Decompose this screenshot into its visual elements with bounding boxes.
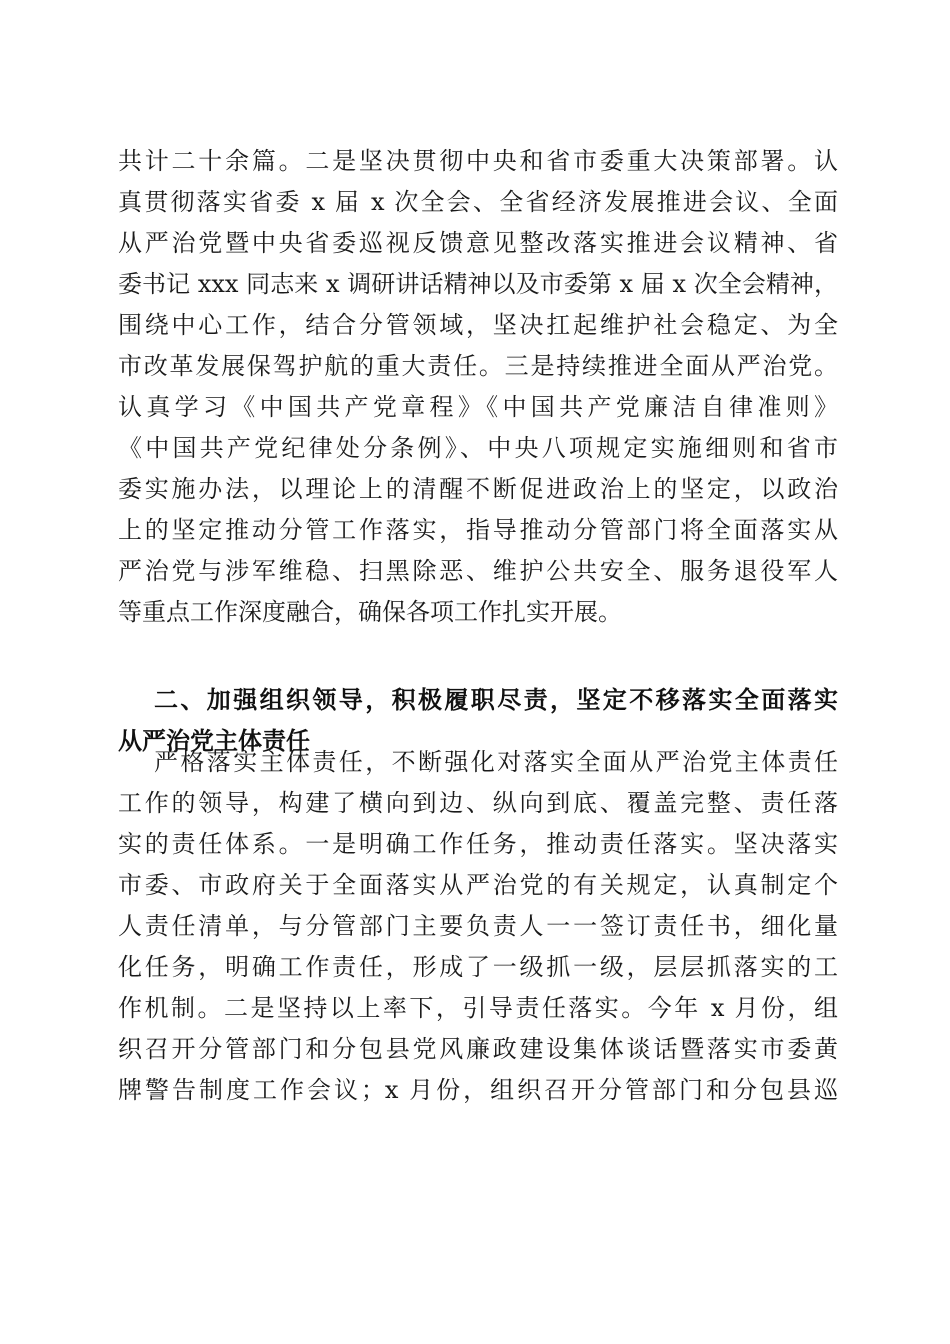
heading-line: 从严治党主体责任 xyxy=(118,727,310,755)
paragraph-2 xyxy=(118,742,838,1111)
paragraph-line: 严治党与涉军维稳、扫黑除恶、维护公共安全、服务退役军人 xyxy=(118,557,838,585)
paragraph-line: 作机制。二是坚持以上率下，引导责任落实。今年 x 月份，组 xyxy=(118,994,838,1022)
paragraph-line: 市委、市政府关于全面落实从严治党的有关规定，认真制定个 xyxy=(118,871,838,899)
paragraph-line: 等重点工作深度融合，确保各项工作扎实开展。 xyxy=(118,598,622,626)
paragraph-line: 《中国共产党纪律处分条例》、中央八项规定实施细则和省市 xyxy=(118,434,838,462)
paragraph-line: 真贯彻落实省委 x 届 x 次全会、全省经济发展推进会议、全面 xyxy=(118,188,838,216)
paragraph-line: 工作的领导，构建了横向到边、纵向到底、覆盖完整、责任落 xyxy=(118,789,838,817)
paragraph-line: 从严治党暨中央省委巡视反馈意见整改落实推进会议精神、省 xyxy=(118,229,838,257)
paragraph-line: 委实施办法，以理论上的清醒不断促进政治上的坚定，以政治 xyxy=(118,475,838,503)
paragraph-line: 织召开分管部门和分包县党风廉政建设集体谈话暨落实市委黄 xyxy=(118,1035,838,1063)
paragraph-line: 实的责任体系。一是明确工作任务，推动责任落实。坚决落实 xyxy=(118,830,838,858)
heading-line: 二、加强组织领导，积极履职尽责，坚定不移落实全面落实 xyxy=(154,686,838,714)
paragraph-1 xyxy=(118,141,838,633)
paragraph-line: 委书记 xxx 同志来 x 调研讲话精神以及市委第 x 届 x 次全会精神， xyxy=(118,270,838,298)
paragraph-line: 认真学习《中国共产党章程》《中国共产党廉洁自律准则》 xyxy=(118,393,838,421)
paragraph-line: 共计二十余篇。二是坚决贯彻中央和省市委重大决策部署。认 xyxy=(118,147,838,175)
paragraph-line: 牌警告制度工作会议；x 月份，组织召开分管部门和分包县巡 xyxy=(118,1076,838,1104)
paragraph-line: 上的坚定推动分管工作落实，指导推动分管部门将全面落实从 xyxy=(118,516,838,544)
paragraph-line: 市改革发展保驾护航的重大责任。三是持续推进全面从严治党。 xyxy=(118,352,838,380)
paragraph-line: 化任务，明确工作责任，形成了一级抓一级，层层抓落实的工 xyxy=(118,953,838,981)
paragraph-line: 人责任清单，与分管部门主要负责人一一签订责任书，细化量 xyxy=(118,912,838,940)
paragraph-line: 围绕中心工作，结合分管领域，坚决扛起维护社会稳定、为全 xyxy=(118,311,838,339)
paragraph-line: 严格落实主体责任，不断强化对落实全面从严治党主体责任 xyxy=(154,748,838,776)
